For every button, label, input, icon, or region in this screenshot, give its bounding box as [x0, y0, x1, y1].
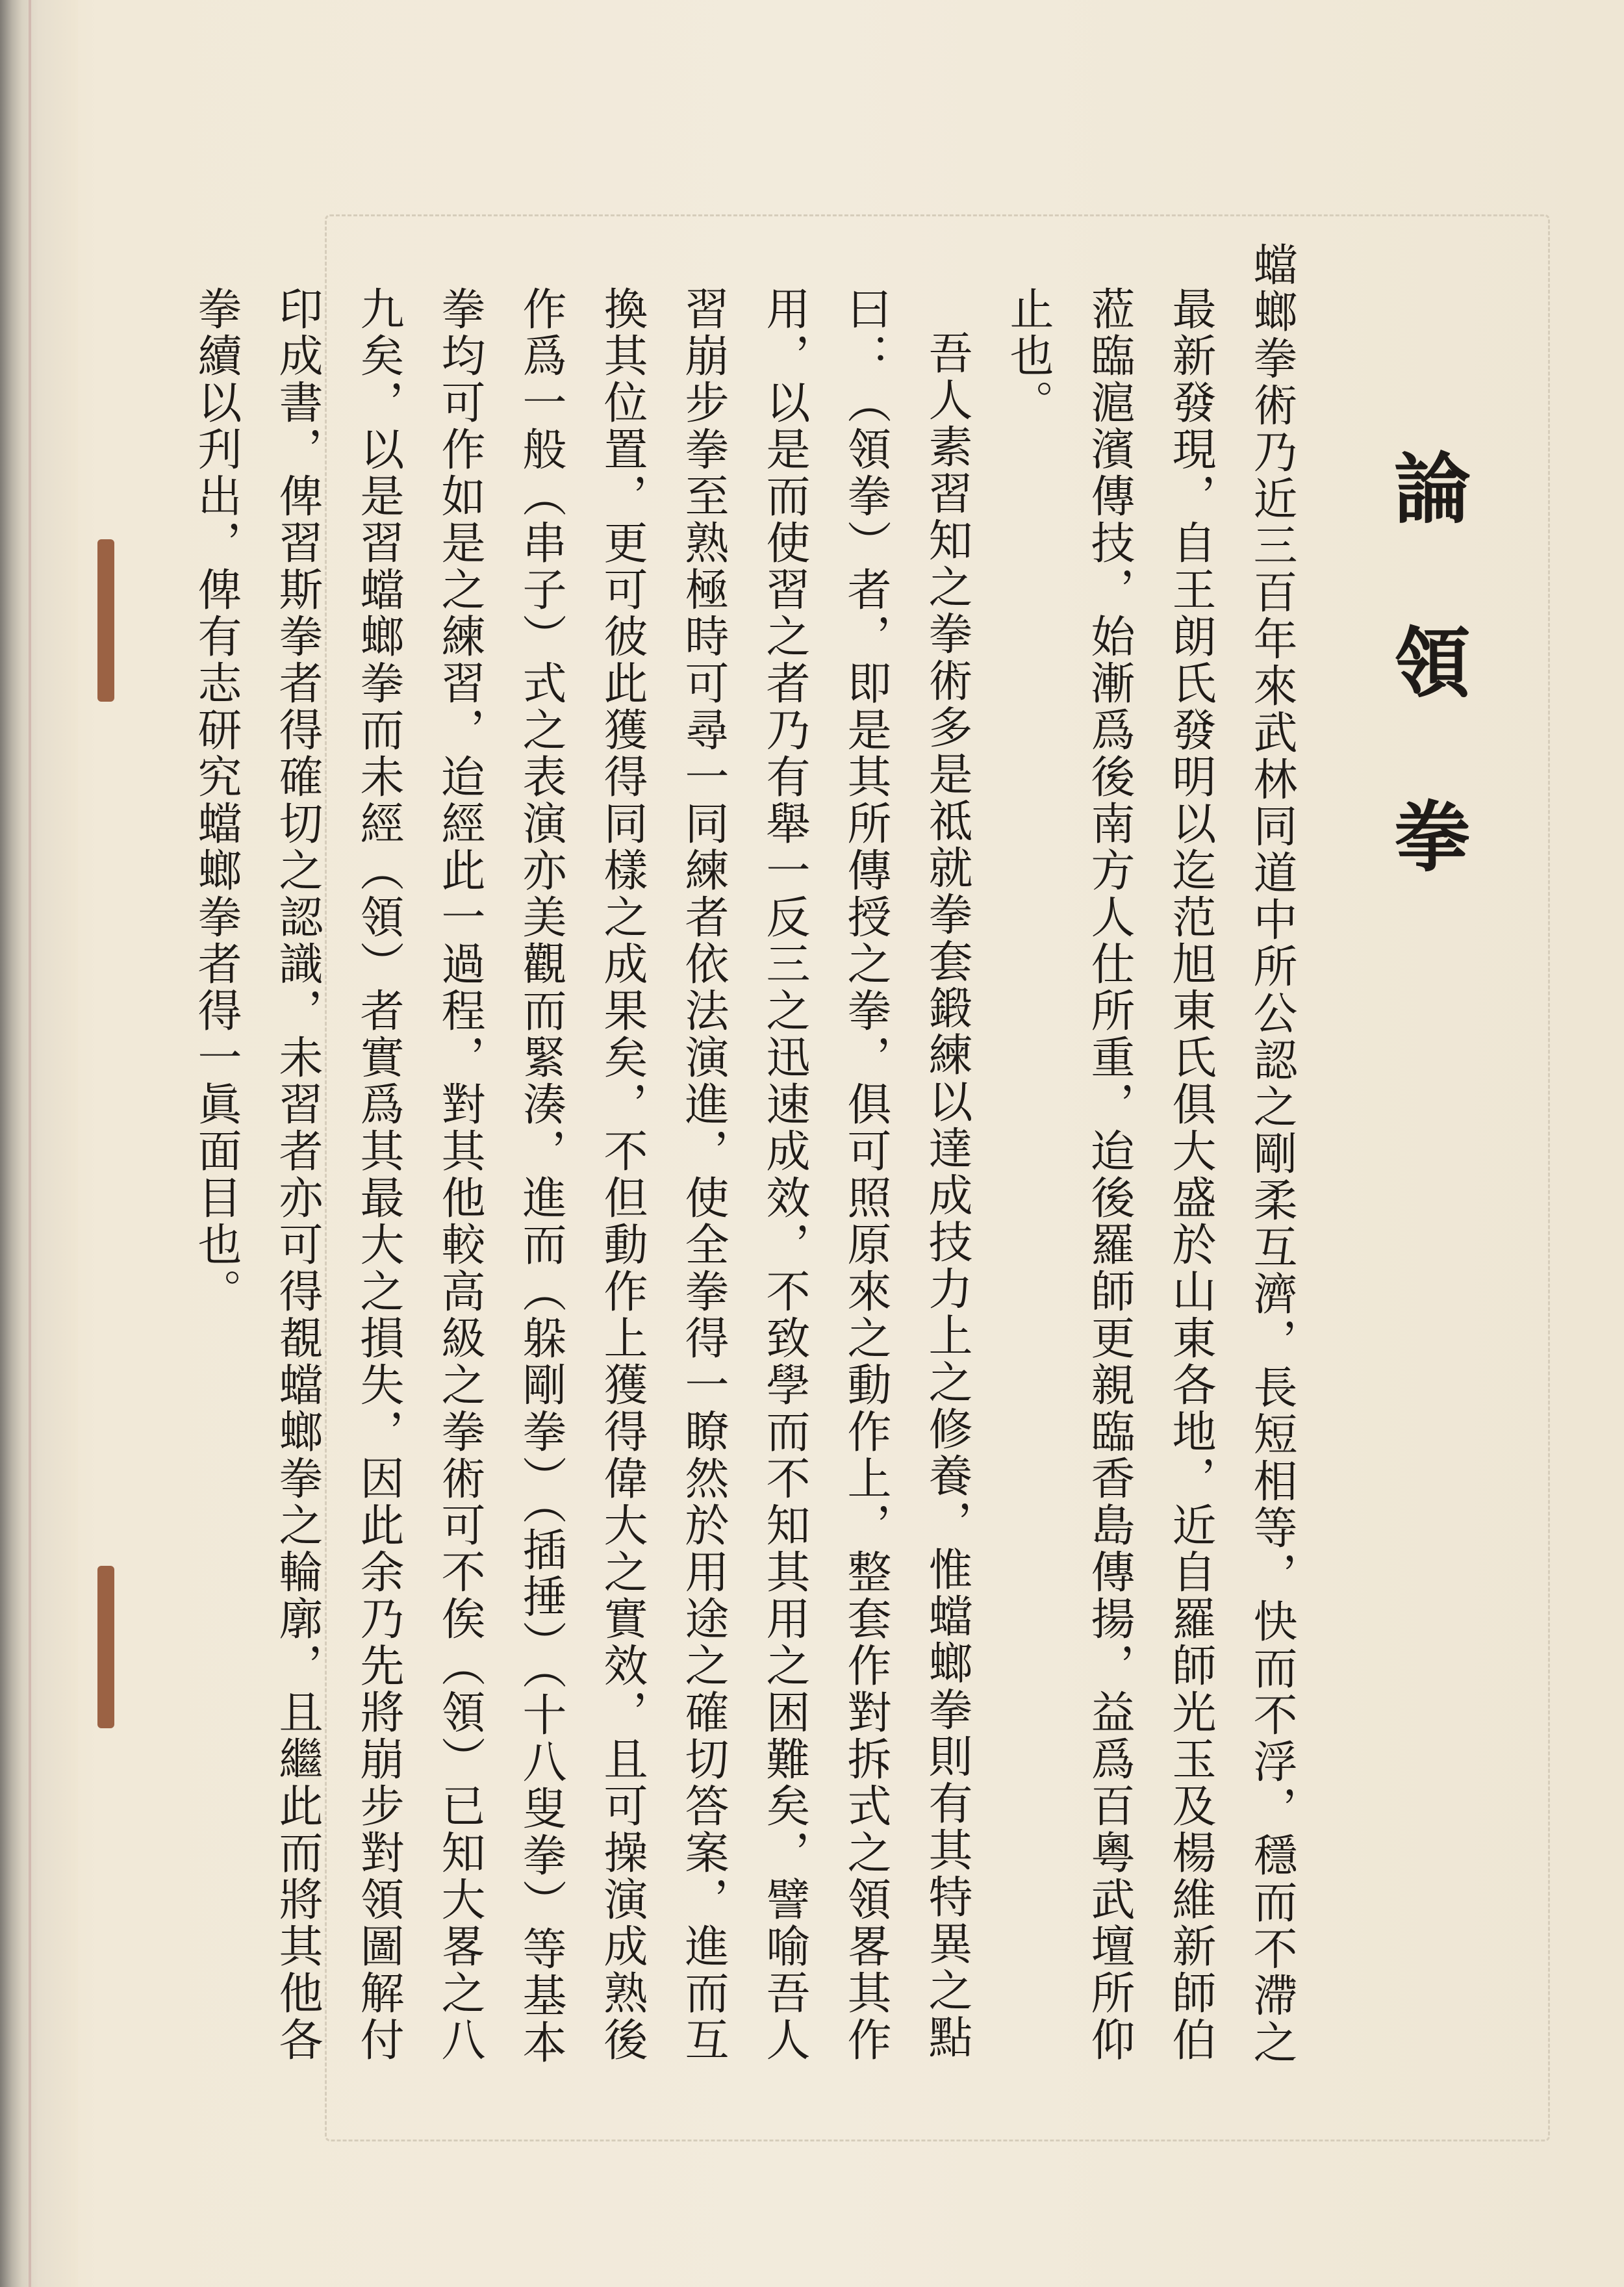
book-binding-edge	[0, 0, 78, 2287]
binding-stitch	[97, 539, 114, 702]
binding-stitch	[97, 1566, 114, 1728]
page-title: 論領拳	[1381, 448, 1471, 971]
paragraph: 蟷螂拳術乃近三百年來武林同道中所公認之剛柔互濟，長短相等，快而不浮，穩而不滯之最新發現，自王朗氏發明以迄范旭東氏俱大盛於山東各地，近自羅師光玉及楊維新師伯蒞臨滬濱傳技，始漸爲後南方人仕所重，迨後羅師更親臨香島傳揚，益爲百粵武壇所仰止也。	[1002, 242, 1297, 2066]
binding-tape	[29, 0, 31, 2287]
paragraph: 吾人素習知之拳術多是祗就拳套鍛練以達成技力上之修養，惟蟷螂拳則有其特異之點曰：（領拳）者，即是其所傳授之拳，俱可照原來之動作上，整套作對拆式之領畧其作用，以是而使習之者乃有舉一反三之迅速成效，不致學而不知其用之困難矣，譬喻吾人習崩步拳至熟極時可尋一同練者依法演進，使全拳得一瞭然於用途之確切答案，進而互換其位置，更可彼此獲得同樣之成果矣，不但動作上獲得偉大之實效，且可操演成熟後作爲一般（串子）式之表演亦美觀而緊湊，進而（躲剛拳）（插捶）（十八叟拳）等基本拳均可作如是之練習，迨經此一過程，對其他較高級之拳術可不俟（領）已知大畧之八九矣，以是習蟷螂拳而未經（領）者實爲其最大之損失，因此余乃先將崩步對領圖解付印成書，俾習斯拳者得確切之認識，未習者亦可得覩蟷螂拳之輪廓，且繼此而將其他各拳續以刋出，俾有志研究蟷螂拳者得一眞面目也。	[190, 286, 972, 2066]
body-text	[190, 242, 1312, 2092]
